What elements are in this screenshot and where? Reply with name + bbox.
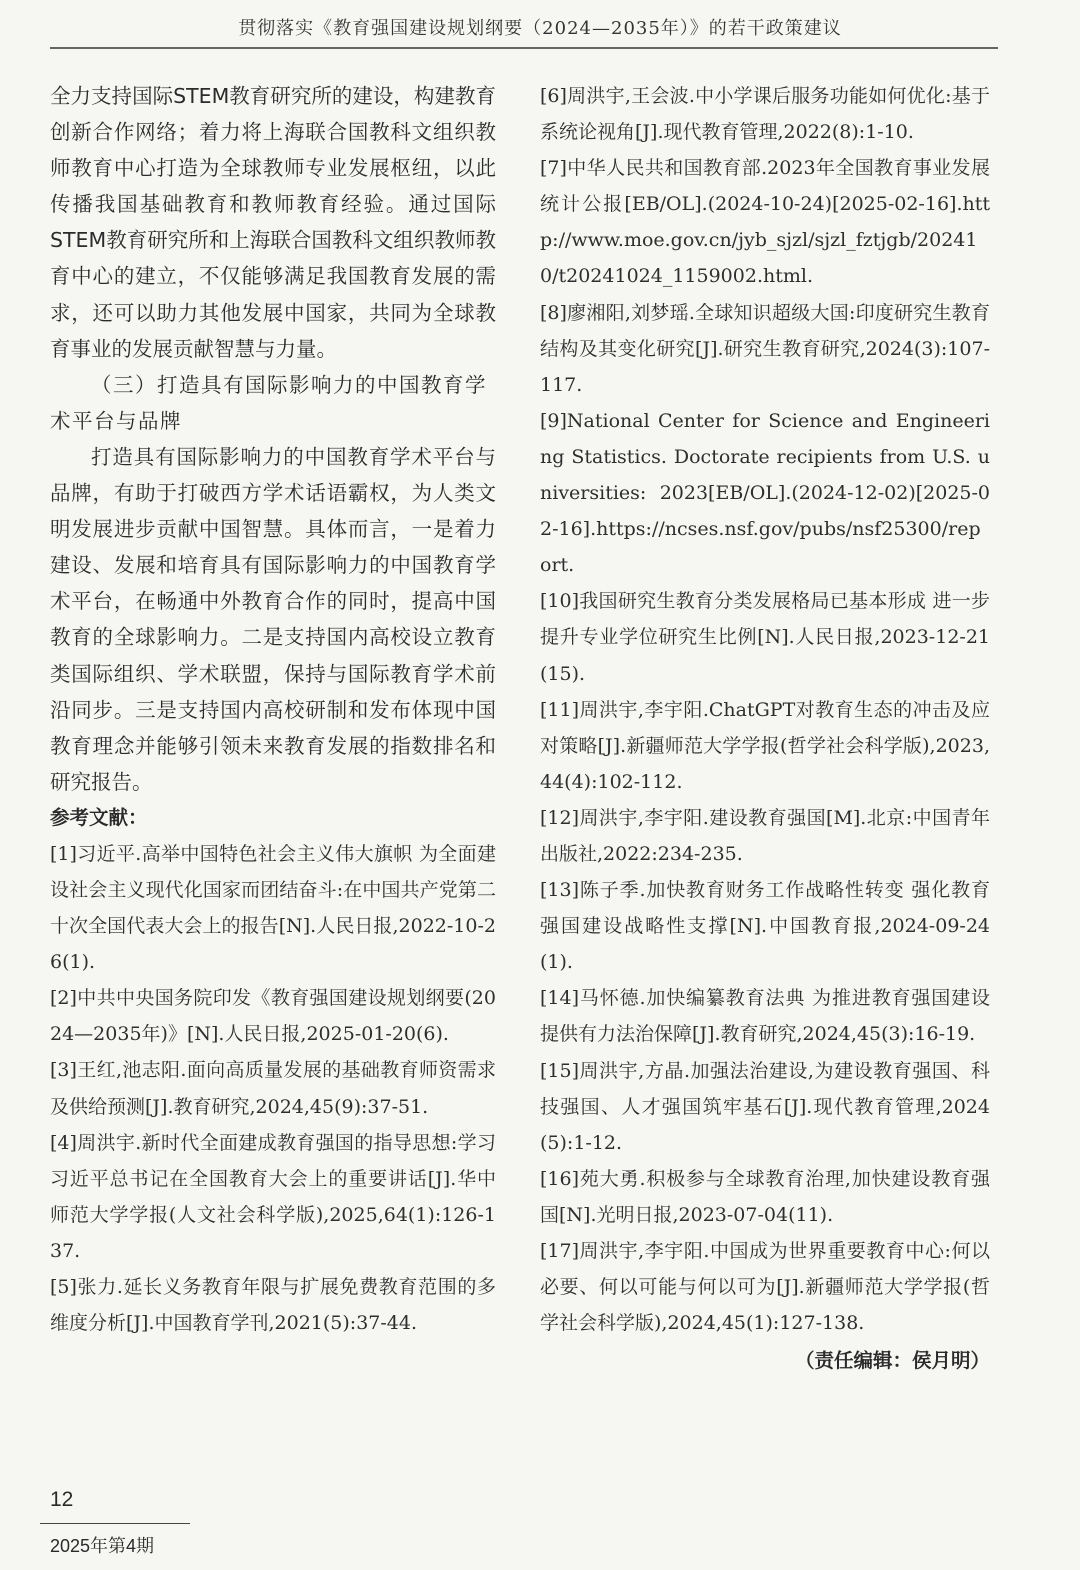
reference-item: [11]周洪宇,李宇阳.ChatGPT对教育生态的冲击及应对策略[J].新疆师范大学学报(哲学社会科学版),2023,44(4):102-112.	[540, 698, 990, 793]
page-number: 12	[50, 1488, 74, 1511]
left-column	[50, 78, 496, 1341]
body-paragraph-1: 全力支持国际STEM教育研究所的建设，构建教育创新合作网络；着力将上海联合国教科文组织教师教育中心打造为全球教师专业发展枢纽，以此传播我国基础教育和教师教育经验。通过国际STEM教育研究所和上海联合国教科文组织教师教育中心的建立，不仅能够满足我国教育发展的需求，还可以助力其他发展中国家，共同为全球教育事业的发展贡献智慧与力量。	[50, 84, 496, 361]
right-column	[540, 78, 990, 1379]
reference-item: [8]廖湘阳,刘梦瑶.全球知识超级大国:印度研究生教育结构及其变化研究[J].研究生教育研究,2024(3):107-117.	[540, 301, 990, 396]
reference-item: [5]张力.延长义务教育年限与扩展免费教育范围的多维度分析[J].中国教育学刊,2021(5):37-44.	[50, 1276, 496, 1335]
issue-label: 2025年第4期	[50, 1536, 155, 1556]
reference-item: [17]周洪宇,李宇阳.中国成为世界重要教育中心:何以必要、何以可能与何以可为[J].新疆师范大学学报(哲学社会科学版),2024,45(1):127-138.	[540, 1240, 990, 1335]
header-rule	[50, 47, 998, 49]
reference-item: [6]周洪宇,王会波.中小学课后服务功能如何优化:基于系统论视角[J].现代教育管理,2022(8):1-10.	[540, 85, 990, 144]
reference-item: [12]周洪宇,李宇阳.建设教育强国[M].北京:中国青年出版社,2022:234-235.	[540, 806, 990, 865]
reference-item: [16]苑大勇.积极参与全球教育治理,加快建设教育强国[N].光明日报,2023-07-04(11).	[540, 1167, 990, 1226]
reference-item: [4]周洪宇.新时代全面建成教育强国的指导思想:学习习近平总书记在全国教育大会上的重要讲话[J].华中师范大学学报(人文社会科学版),2025,64(1):126-137.	[50, 1131, 496, 1262]
reference-item: [7]中华人民共和国教育部.2023年全国教育事业发展统计公报[EB/OL].(2024-10-24)[2025-02-16].http://www.moe.gov.cn/jyb_sjzl/sjzl_fztjgb/202410/t20241024_1159002.html.	[540, 157, 990, 288]
reference-item: [2]中共中央国务院印发《教育强国建设规划纲要(2024—2035年)》[N].人民日报,2025-01-20(6).	[50, 987, 496, 1046]
footer-rule	[40, 1523, 190, 1524]
reference-item: [10]我国研究生教育分类发展格局已基本形成 进一步提升专业学位研究生比例[N].人民日报,2023-12-21(15).	[540, 590, 990, 685]
reference-item: [9]National Center for Science and Engineering Statistics. Doctorate recipients from U.S. universities: 2023[EB/OL].(2024-12-02)[2025-02-16].https://ncses.nsf.gov/pubs/nsf25300/report.	[540, 409, 990, 577]
reference-item: [13]陈子季.加快教育财务工作战略性转变 强化教育强国建设战略性支撑[N].中国教育报,2024-09-24(1).	[540, 879, 990, 974]
body-paragraph-2: 打造具有国际影响力的中国教育学术平台与品牌，有助于打破西方学术话语霸权，为人类文明发展进步贡献中国智慧。具体而言，一是着力建设、发展和培育具有国际影响力的中国教育学术平台，在畅通中外教育合作的同时，提高中国教育的全球影响力。二是支持国内高校设立教育类国际组织、学术联盟，保持与国际教育学术前沿同步。三是支持国内高校研制和发布体现中国教育理念并能够引领未来教育发展的指数排名和研究报告。	[50, 444, 496, 794]
references-title: 参考文献：	[50, 805, 148, 829]
running-header: 贯彻落实《教育强国建设规划纲要（2024—2035年）》的若干政策建议	[238, 18, 842, 39]
reference-item: [15]周洪宇,方晶.加强法治建设,为建设教育强国、科技强国、人才强国筑牢基石[J].现代教育管理,2024(5):1-12.	[540, 1059, 990, 1154]
reference-item: [1]习近平.高举中国特色社会主义伟大旗帜 为全面建设社会主义现代化国家而团结奋斗:在中国共产党第二十次全国代表大会上的报告[N].人民日报,2022-10-26(1).	[50, 842, 496, 974]
section-subheading: （三）打造具有国际影响力的中国教育学术平台与品牌	[50, 372, 487, 433]
responsible-editor: （责任编辑：侯月明）	[794, 1349, 990, 1373]
reference-item: [3]王红,池志阳.面向高质量发展的基础教育师资需求及供给预测[J].教育研究,2024,45(9):37-51.	[50, 1059, 496, 1118]
reference-item: [14]马怀德.加快编纂教育法典 为推进教育强国建设提供有力法治保障[J].教育研究,2024,45(3):16-19.	[540, 987, 990, 1046]
